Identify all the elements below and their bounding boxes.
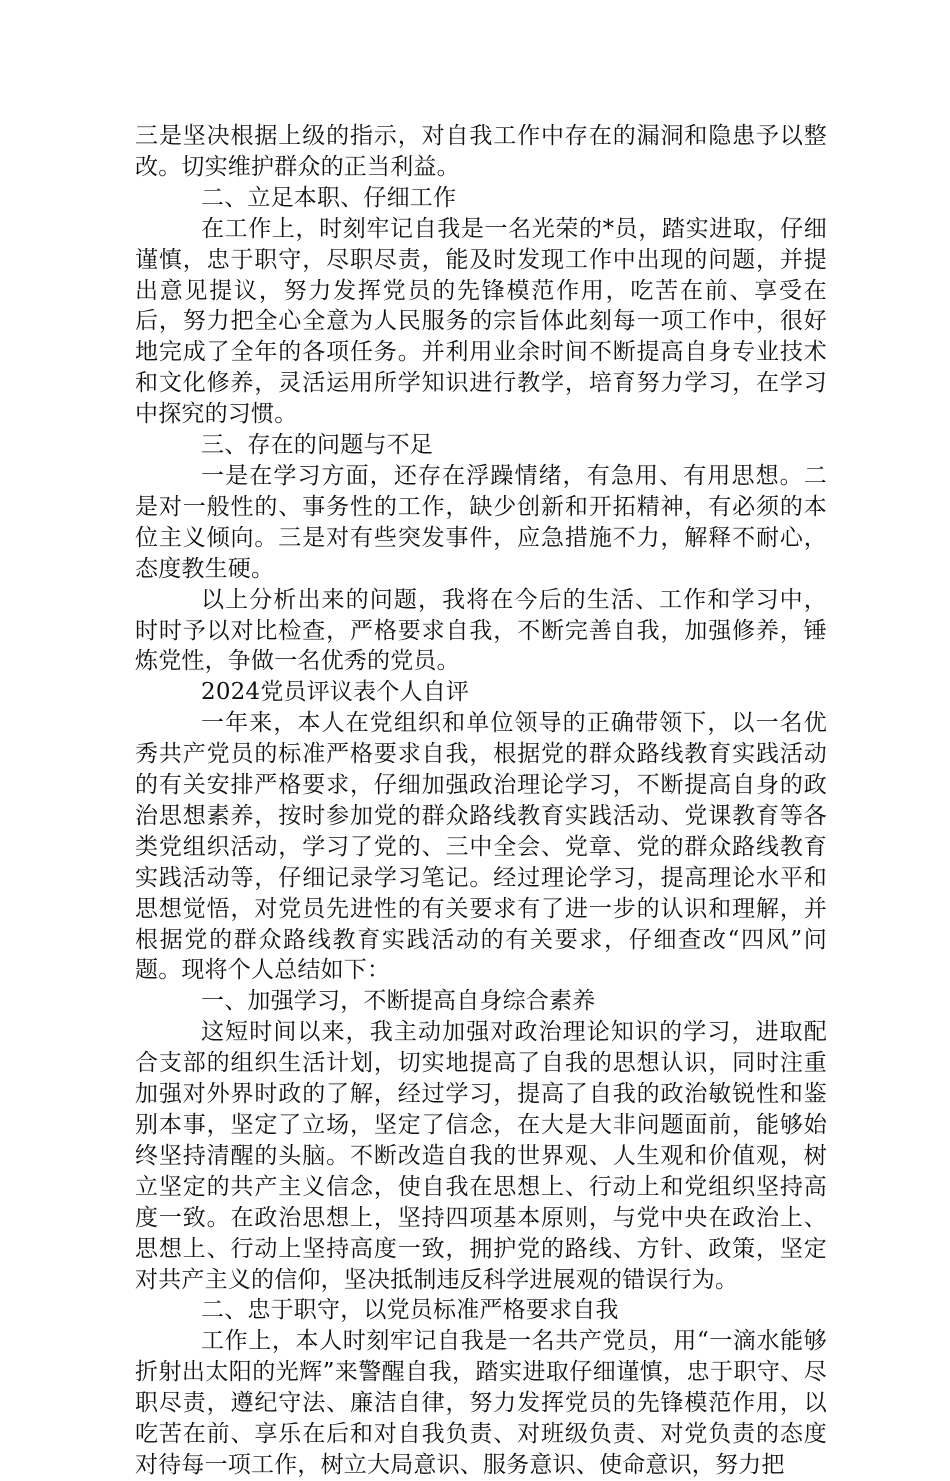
paragraph: 一是在学习方面，还存在浮躁情绪，有急用、有用思想。二是对一般性的、事务性的工作，缺少创新和开拓精神，有必须的本位主义倾向。三是对有些突发事件，应急措施不力，解释不耐心，态度教生硬。 <box>135 462 827 582</box>
section-heading: 二、忠于职守，以党员标准严格要求自我 <box>201 1297 619 1324</box>
paragraph: 在工作上，时刻牢记自我是一名光荣的*员，踏实进取，仔细谨慎，忠于职守，尽职尽责，能及时发现工作中出现的问题，并提出意见提议，努力发挥党员的先锋模范作用，吃苦在前、享受在后，努力把全心全意为人民服务的宗旨体此刻每一项工作中，很好地完成了全年的各项任务。并利用业余时间不断提高自身专业技术和文化修养，灵活运用所学知识进行教学，培育努力学习，在学习中探究的习惯。 <box>135 215 827 428</box>
paragraph: 一年来，本人在党组织和单位领导的正确带领下，以一名优秀共产党员的标准严格要求自我，根据党的群众路线教育实践活动的有关安排严格要求，仔细加强政治理论学习，不断提高自身的政治思想素养，按时参加党的群众路线教育实践活动、党课教育等各类党组织活动，学习了党的、三中全会、党章、党的群众路线教育实践活动等，仔细记录学习笔记。经过理论学习，提高理论水平和思想觉悟，对党员先进性的有关要求有了进一步的认识和理解，并根据党的群众路线教育实践活动的有关要求，仔细查改“四风”问题。现将个人总结如下： <box>135 710 827 984</box>
section-heading: 一、加强学习，不断提高自身综合素养 <box>201 988 596 1015</box>
document-body <box>135 121 827 1481</box>
section-heading: 三、存在的问题与不足 <box>201 432 433 459</box>
paragraph: 工作上，本人时刻牢记自我是一名共产党员，用“一滴水能够折射出太阳的光辉”来警醒自我，踏实进取仔细谨慎，忠于职守、尽职尽责，遵纪守法、廉洁自律，努力发挥党员的先锋模范作用，以吃苦在前、享乐在后和对自我负责、对班级负责、对党负责的态度对待每一项工作，树立大局意识、服务意识、使命意识，努力把 <box>135 1328 827 1478</box>
paragraph: 这短时间以来，我主动加强对政治理论知识的学习，进取配合支部的组织生活计划，切实地提高了自我的思想认识，同时注重加强对外界时政的了解，经过学习，提高了自我的政治敏锐性和鉴别本事，坚定了立场，坚定了信念，在大是大非问题面前，能够始终坚持清醒的头脑。不断改造自我的世界观、人生观和价值观，树立坚定的共产主义信念，使自我在思想上、行动上和党组织坚持高度一致。在政治思想上，坚持四项基本原则，与党中央在政治上、思想上、行动上坚持高度一致，拥护党的路线、方针、政策，坚定对共产主义的信仰，坚决抵制违反科学进展观的错误行为。 <box>135 1019 827 1293</box>
section-heading: 二、立足本职、仔细工作 <box>201 184 457 211</box>
paragraph: 三是坚决根据上级的指示，对自我工作中存在的漏洞和隐患予以整改。切实维护群众的正当利益。 <box>135 123 827 180</box>
paragraph: 以上分析出来的问题，我将在今后的生活、工作和学习中，时时予以对比检查，严格要求自我，不断完善自我，加强修养，锤炼党性，争做一名优秀的党员。 <box>135 586 827 675</box>
document-subtitle: 2024党员评议表个人自评 <box>201 679 470 706</box>
